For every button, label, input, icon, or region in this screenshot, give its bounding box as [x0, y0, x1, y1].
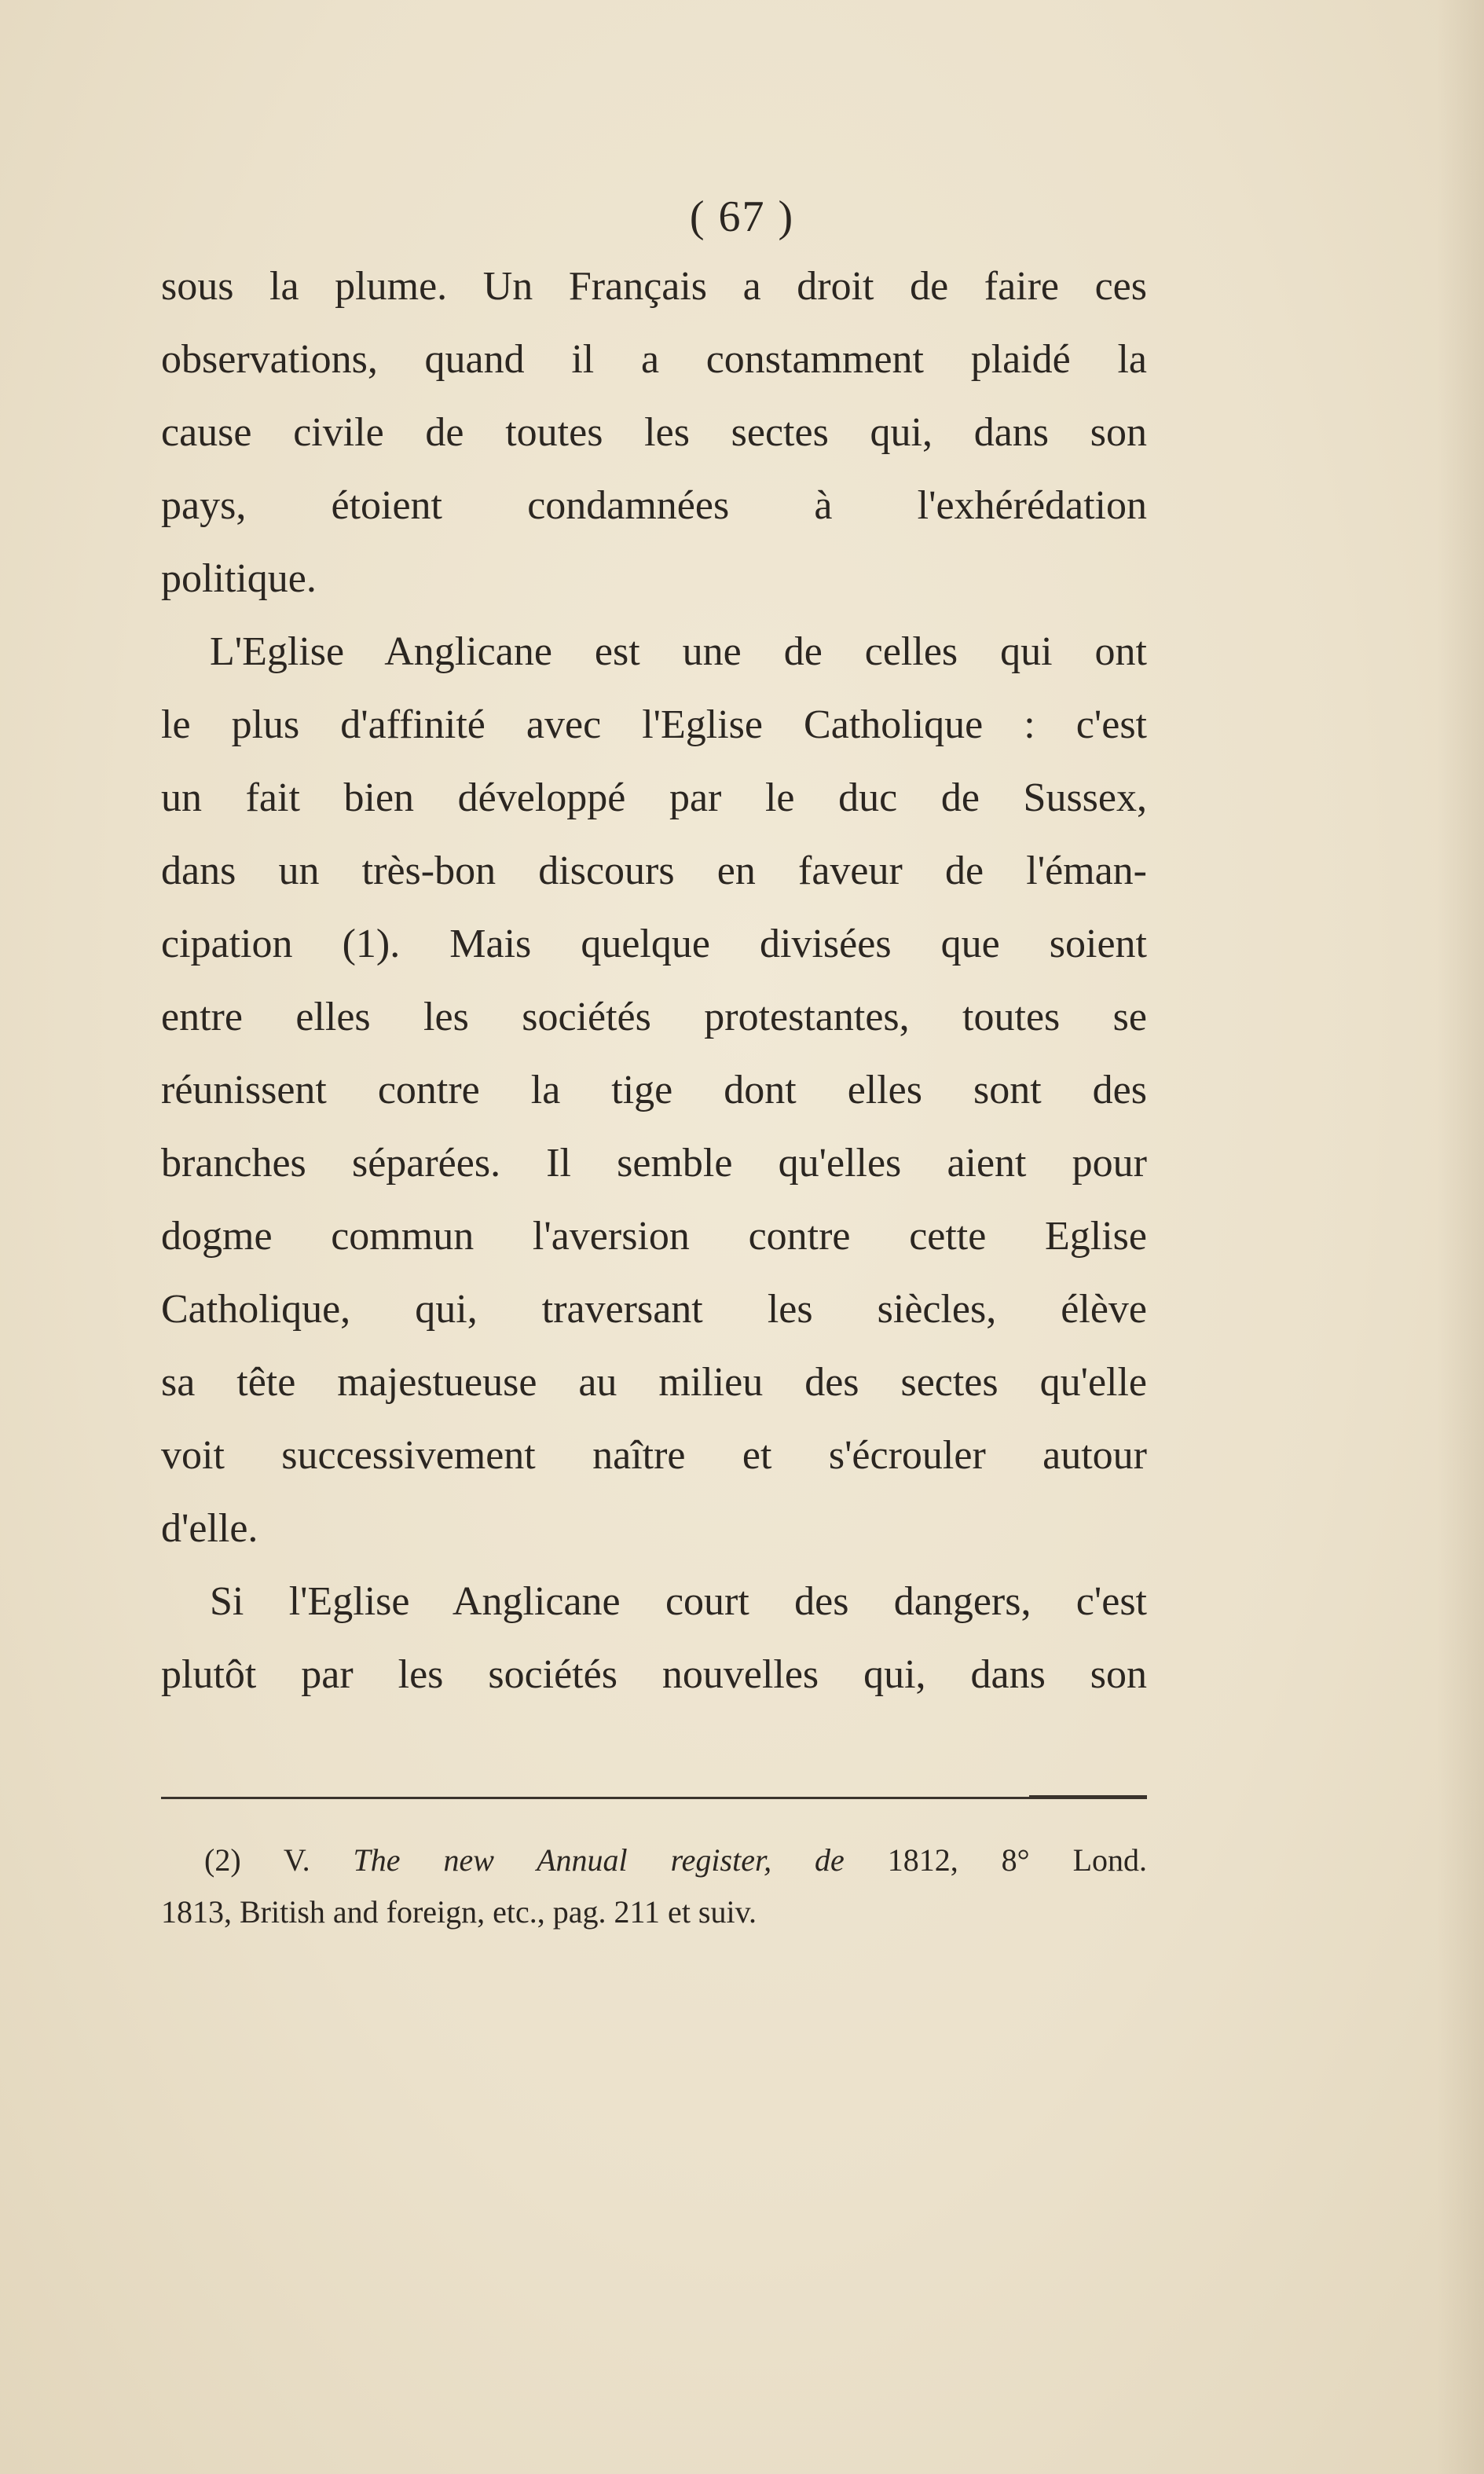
footnote: [161, 1834, 1147, 1938]
text-line: plutôt par les sociétés nouvelles qui, dans son: [161, 1652, 1147, 1697]
text-line: entre elles les sociétés protestantes, toutes se: [161, 995, 1147, 1039]
body-text: [161, 250, 1147, 1711]
text-line: dogme commun l'aversion contre cette Eglise: [161, 1214, 1147, 1259]
footnote-rule: [161, 1797, 1147, 1799]
text-line: cipation (1). Mais quelque divisées que soient: [161, 922, 1147, 966]
text-line: Catholique, qui, traversant les siècles, élève: [161, 1287, 1147, 1332]
text-line: le plus d'affinité avec l'Eglise Catholique : c'est: [161, 702, 1147, 747]
footnote-line-2: 1813, British and foreign, etc., pag. 211 et suiv.: [161, 1894, 757, 1930]
footnote-line-1-rest: 1812, 8° Lond.: [887, 1842, 1148, 1878]
text-line: un fait bien développé par le duc de Sussex,: [161, 775, 1147, 820]
text-line: dans un très-bon discours en faveur de l'éman-: [161, 848, 1147, 893]
text-line: branches séparées. Il semble qu'elles aient pour: [161, 1141, 1147, 1186]
text-line: sa tête majestueuse au milieu des sectes qu'elle: [161, 1360, 1147, 1405]
text-line: sous la plume. Un Français a droit de faire ces: [161, 264, 1147, 309]
text-line: voit successivement naître et s'écrouler autour: [161, 1433, 1147, 1478]
footnote-line-1: [161, 1834, 1147, 1886]
text-line: cause civile de toutes les sectes qui, dans son: [161, 410, 1147, 455]
text-line: pays, étoient condamnées à l'exhérédation: [161, 483, 1147, 528]
text-line: réunissent contre la tige dont elles sont des: [161, 1068, 1147, 1112]
footnote-marker: (2) V.: [204, 1842, 310, 1878]
text-line: d'elle.: [161, 1506, 258, 1551]
text-line: politique.: [161, 556, 317, 601]
text-line: observations, quand il a constamment plaidé la: [161, 337, 1147, 382]
text-line: Si l'Eglise Anglicane court des dangers, c'est: [210, 1579, 1147, 1624]
footnote-rule-end: [1029, 1795, 1147, 1799]
page-number: ( 67 ): [689, 192, 795, 241]
page-edge-shadow: [1437, 0, 1484, 2474]
text-line: L'Eglise Anglicane est une de celles qui ont: [210, 629, 1147, 674]
footnote-title: The new Annual register, de: [353, 1842, 845, 1878]
